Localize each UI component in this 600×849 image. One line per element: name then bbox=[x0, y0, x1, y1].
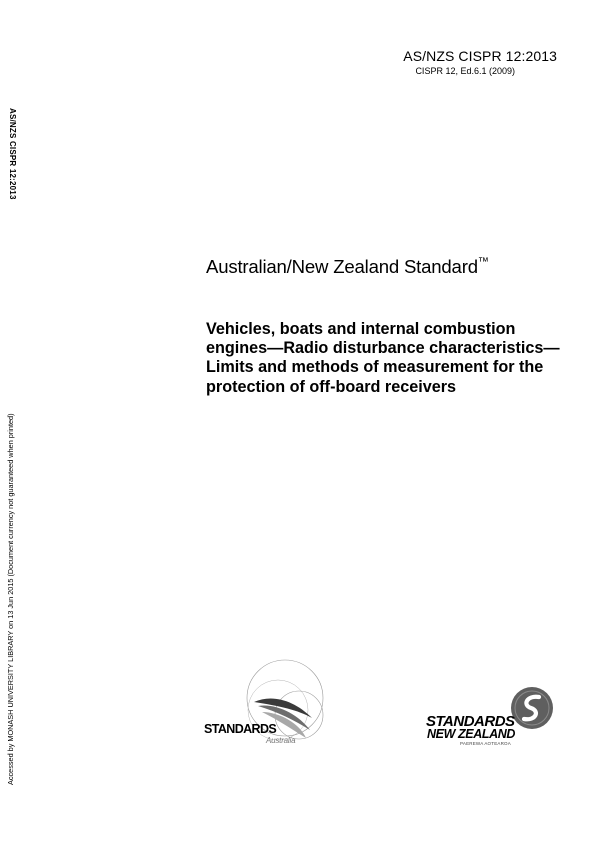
trademark-symbol: ™ bbox=[477, 255, 489, 268]
standards-nz-line1: STANDARDS bbox=[426, 713, 515, 730]
standards-australia-sub: Australia bbox=[266, 736, 296, 745]
series-label: Australian/New Zealand Standard bbox=[206, 256, 478, 277]
international-equivalent: CISPR 12, Ed.6.1 (2009) bbox=[415, 66, 515, 76]
standard-number: AS/NZS CISPR 12:2013 bbox=[403, 48, 557, 64]
document-title: Vehicles, boats and internal combustion engines—Radio disturbance characteristics—Limits and methods of measurement for the protection of off-board receivers bbox=[206, 320, 560, 396]
standard-series bbox=[206, 256, 489, 278]
standards-australia-name: STANDARDS bbox=[204, 722, 277, 736]
standards-nz-line2: NEW ZEALAND bbox=[427, 727, 515, 741]
side-standard-code: AS/NZS CISPR 12:2013 bbox=[8, 108, 17, 200]
access-note: Accessed by MONASH UNIVERSITY LIBRARY on 13 Jun 2015 (Document currency not guaranteed when printed) bbox=[6, 413, 15, 785]
standards-nz-logo-icon bbox=[510, 686, 554, 730]
standards-nz-line3: PAEREWA AOTEAROA bbox=[460, 741, 511, 746]
